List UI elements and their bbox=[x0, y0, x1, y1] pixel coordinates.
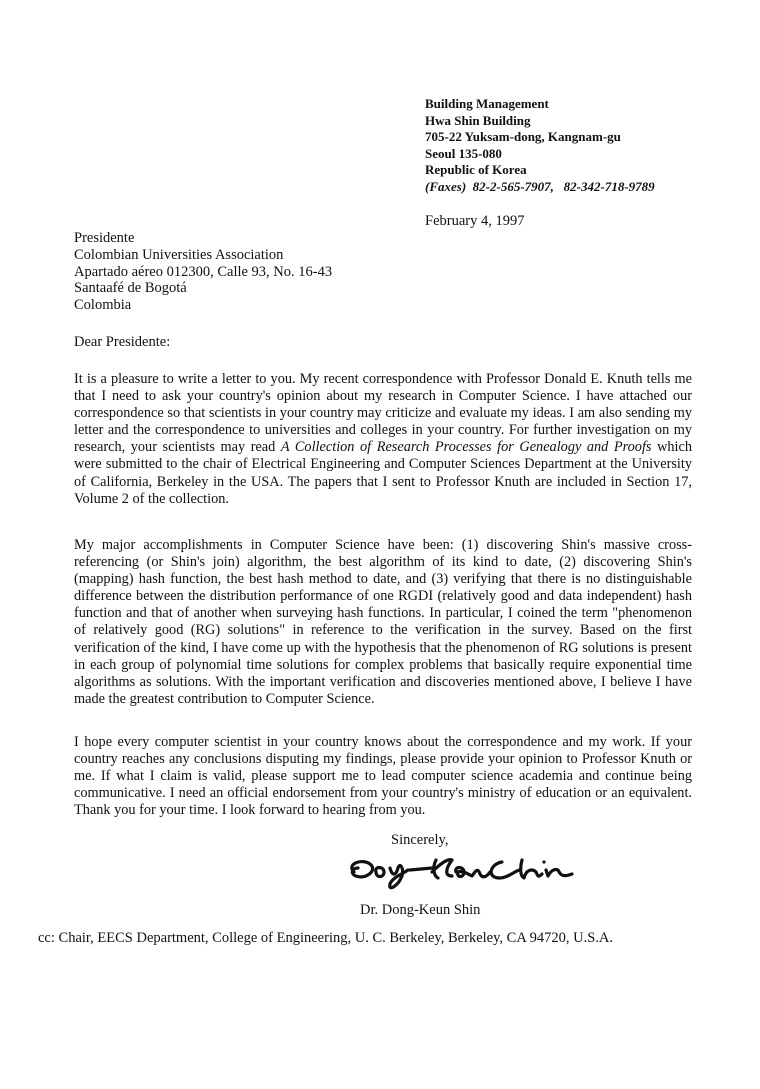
body-paragraph-3: I hope every computer scientist in your country knows about the correspondence and my work. If your country reaches any conclusions disputing my findings, please provide your opinion to Professor Knuth or me. If what I claim is valid, please support me to lead computer science academia and continue being communicative. I need an official endorsement from your country's ministry of education or an equivalent. Thank you for your time. I look forward to hearing from you. bbox=[74, 734, 692, 819]
recipient-line: Apartado aéreo 012300, Calle 93, No. 16-43 bbox=[74, 263, 333, 280]
sender-line: 705-22 Yuksam-dong, Kangnam-gu bbox=[425, 129, 621, 145]
fax-number-1: 82-2-565-7907, bbox=[472, 178, 554, 194]
fax-label: (Faxes) bbox=[425, 178, 467, 194]
cc-line: cc: Chair, EECS Department, College of Engineering, U. C. Berkeley, Berkeley, CA 94720, U.S.A. bbox=[38, 930, 614, 946]
recipient-line: Colombia bbox=[74, 297, 132, 314]
body-paragraph-2: My major accomplishments in Computer Science have been: (1) discovering Shin's massive cross-referencing (or Shin's join) algorithm, the best algorithm of its kind to date, (2) discovering Shin's (mapping) hash function, the best hash method to date, and (3) verifying that there is no distinguishable difference between the distribution performance of one RGDI (relatively good and data independent) hash function and that of another when surveying hash functions. In particular, I coined the term "phenomenon of relatively good (RG) solutions" in reference to the verification in the survey. Based on the first verification of the kind, I have come up with the hypothesis that the phenomenon of RG solutions is present in each group of polynomial time solutions for complex problems that basically require exponential time algorithms as solutions. With the important verification and discoveries mentioned above, I believe I have made the greatest contribution to Computer Science. bbox=[74, 537, 692, 707]
letter-date: February 4, 1997 bbox=[425, 213, 525, 229]
sender-line: Hwa Shin Building bbox=[425, 112, 531, 128]
closing: Sincerely, bbox=[391, 832, 449, 848]
salutation: Dear Presidente: bbox=[74, 334, 171, 350]
sender-address-block bbox=[425, 96, 745, 196]
recipient-line: Colombian Universities Association bbox=[74, 246, 284, 263]
signer-name: Dr. Dong-Keun Shin bbox=[360, 902, 481, 918]
paragraph-text: It is a pleasure to write a letter to you. My recent correspondence with Professor Donald E. Knuth tells me that I need to ask your country's opinion about my research in Computer Science. I have attached our correspondence so that scientists in your country may criticize and evaluate my ideas. I am also sending my letter and the correspondence to universities and colleges in your country. For further investigation on my research, your scientists may read bbox=[74, 371, 692, 456]
sender-line: Seoul 135-080 bbox=[425, 145, 502, 161]
collection-title: A Collection of Research Processes for Genealogy and Proofs bbox=[280, 439, 652, 456]
handwritten-signature bbox=[340, 846, 590, 896]
sender-line: Building Management bbox=[425, 96, 549, 111]
sender-line: Republic of Korea bbox=[425, 162, 527, 178]
body-paragraph-1 bbox=[74, 371, 692, 508]
recipient-line: Santaafé de Bogotá bbox=[74, 280, 187, 297]
fax-number-2: 82-342-718-9789 bbox=[563, 178, 655, 194]
recipient-line: Presidente bbox=[74, 230, 135, 246]
paragraph-text: which were submitted to the chair of Electrical Engineering and Computer Sciences Department at the University of California, Berkeley in the USA. The papers that I sent to Professor Knuth are included in Section 17, Volume 2 of the collection. bbox=[74, 439, 693, 507]
recipient-address-block bbox=[74, 230, 332, 314]
sender-fax-line bbox=[425, 179, 745, 196]
